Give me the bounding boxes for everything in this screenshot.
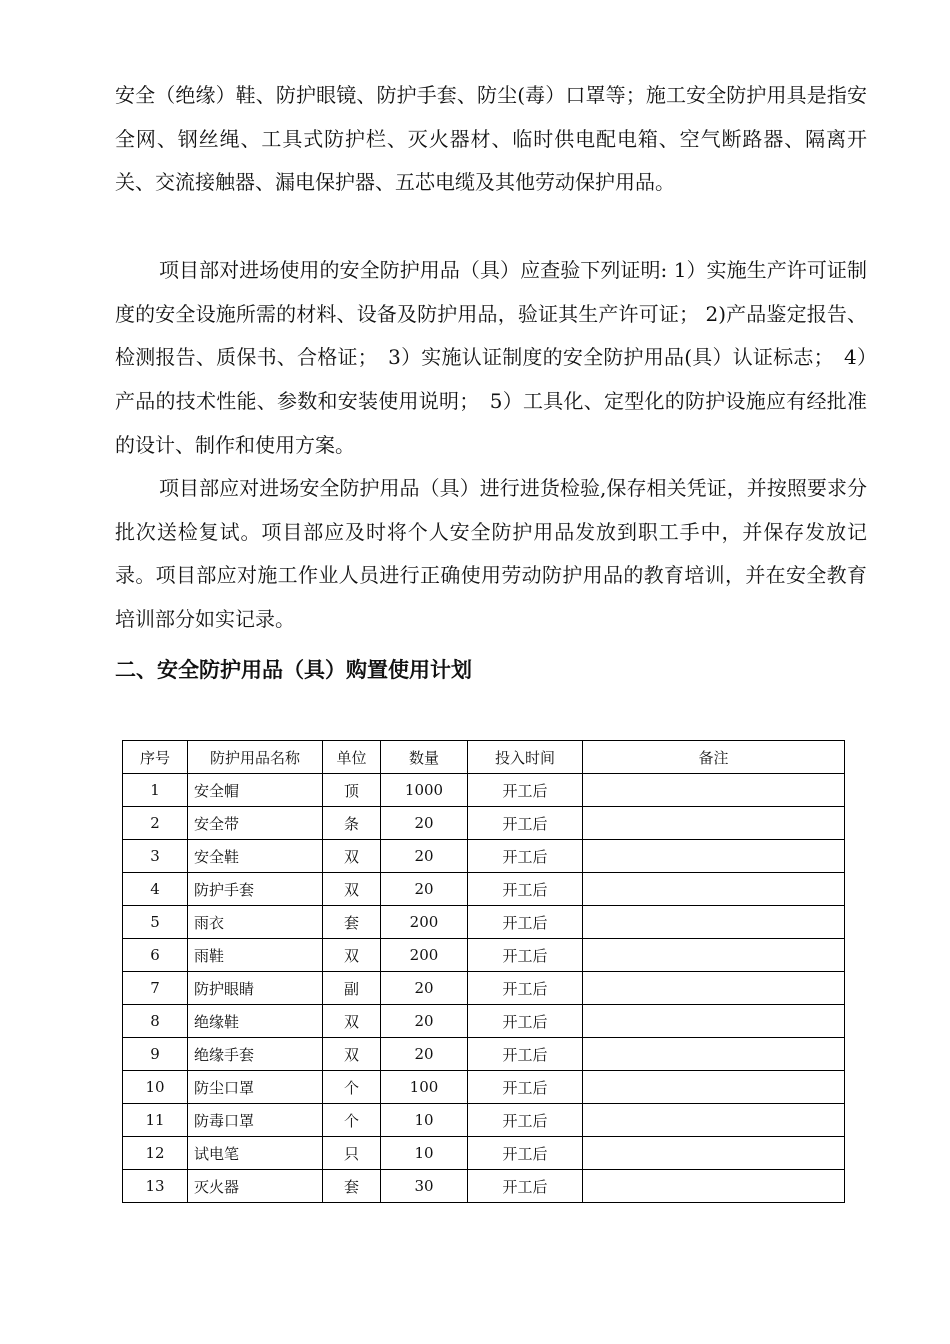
- cell-unit: 双: [323, 840, 381, 873]
- table-row: [123, 873, 845, 906]
- cell-remarks: [583, 906, 845, 939]
- table-header-row: [123, 741, 845, 774]
- cell-item-name: 安全带: [188, 807, 323, 840]
- cell-quantity: 10: [381, 1104, 468, 1137]
- cell-unit: 条: [323, 807, 381, 840]
- cell-quantity: 10: [381, 1137, 468, 1170]
- cell-quantity: 100: [381, 1071, 468, 1104]
- cell-quantity: 20: [381, 807, 468, 840]
- cell-item-name: 试电笔: [188, 1137, 323, 1170]
- cell-unit: 副: [323, 972, 381, 1005]
- cell-index: 13: [123, 1170, 188, 1203]
- cell-quantity: 20: [381, 1005, 468, 1038]
- cell-remarks: [583, 939, 845, 972]
- paragraph-inspection-requirements: 项目部对进场使用的安全防护用品（具）应查验下列证明: 1）实施生产许可证制度的安全设施所需的材料、设备及防护用品，验证其生产许可证； 2)产品鉴定报告、检测报告、质保书、合格证； 3）实施认证制度的安全防护用品(具）认证标志； 4）产品的技术性能、参数和安装使用说明； 5）工具化、定型化的防护设施应有经批准的设计、制作和使用方案。: [115, 258, 867, 457]
- paragraph-incoming-inspection: 项目部应对进场安全防护用品（具）进行进货检验,保存相关凭证，并按照要求分批次送检复试。项目部应及时将个人安全防护用品发放到职工手中，并保存发放记录。项目部应对施工作业人员进行正确使用劳动防护用品的教育培训，并在安全教育培训部分如实记录。: [115, 476, 867, 632]
- cell-index: 1: [123, 774, 188, 807]
- cell-quantity: 1000: [381, 774, 468, 807]
- table-row: [123, 1170, 845, 1203]
- cell-item-name: 雨衣: [188, 906, 323, 939]
- cell-unit: 双: [323, 873, 381, 906]
- cell-remarks: [583, 972, 845, 1005]
- cell-time: 开工后: [468, 1071, 583, 1104]
- header-index: 序号: [123, 741, 188, 774]
- cell-time: 开工后: [468, 1170, 583, 1203]
- cell-index: 11: [123, 1104, 188, 1137]
- cell-quantity: 200: [381, 939, 468, 972]
- cell-remarks: [583, 1104, 845, 1137]
- cell-unit: 套: [323, 1170, 381, 1203]
- cell-time: 开工后: [468, 774, 583, 807]
- cell-time: 开工后: [468, 807, 583, 840]
- cell-unit: 顶: [323, 774, 381, 807]
- cell-item-name: 安全鞋: [188, 840, 323, 873]
- cell-quantity: 20: [381, 972, 468, 1005]
- cell-index: 10: [123, 1071, 188, 1104]
- cell-time: 开工后: [468, 939, 583, 972]
- cell-time: 开工后: [468, 972, 583, 1005]
- cell-time: 开工后: [468, 1137, 583, 1170]
- cell-item-name: 防毒口罩: [188, 1104, 323, 1137]
- cell-item-name: 防护手套: [188, 873, 323, 906]
- table-row: [123, 906, 845, 939]
- paragraph-protective-items: 安全（绝缘）鞋、防护眼镜、防护手套、防尘(毒）口罩等；施工安全防护用具是指安全网、钢丝绳、工具式防护栏、灭火器材、临时供电配电箱、空气断路器、隔离开关、交流接触器、漏电保护器、五芯电缆及其他劳动保护用品。: [115, 83, 867, 195]
- cell-time: 开工后: [468, 1104, 583, 1137]
- cell-time: 开工后: [468, 906, 583, 939]
- cell-index: 3: [123, 840, 188, 873]
- cell-remarks: [583, 1170, 845, 1203]
- cell-item-name: 防护眼睛: [188, 972, 323, 1005]
- cell-time: 开工后: [468, 1005, 583, 1038]
- cell-unit: 双: [323, 1005, 381, 1038]
- cell-remarks: [583, 807, 845, 840]
- table-row: [123, 1005, 845, 1038]
- cell-item-name: 绝缘鞋: [188, 1005, 323, 1038]
- cell-quantity: 200: [381, 906, 468, 939]
- table-row: [123, 972, 845, 1005]
- cell-quantity: 30: [381, 1170, 468, 1203]
- cell-remarks: [583, 1005, 845, 1038]
- table-row: [123, 1038, 845, 1071]
- cell-item-name: 防尘口罩: [188, 1071, 323, 1104]
- table-body: [123, 774, 845, 1203]
- cell-remarks: [583, 1038, 845, 1071]
- cell-item-name: 安全帽: [188, 774, 323, 807]
- header-unit: 单位: [323, 741, 381, 774]
- cell-remarks: [583, 774, 845, 807]
- cell-time: 开工后: [468, 1038, 583, 1071]
- cell-unit: 套: [323, 906, 381, 939]
- cell-quantity: 20: [381, 840, 468, 873]
- cell-unit: 只: [323, 1137, 381, 1170]
- cell-unit: 双: [323, 1038, 381, 1071]
- header-item-name: 防护用品名称: [188, 741, 323, 774]
- header-remarks: 备注: [583, 741, 845, 774]
- cell-index: 7: [123, 972, 188, 1005]
- cell-unit: 双: [323, 939, 381, 972]
- table-row: [123, 840, 845, 873]
- cell-time: 开工后: [468, 840, 583, 873]
- cell-index: 4: [123, 873, 188, 906]
- cell-item-name: 灭火器: [188, 1170, 323, 1203]
- table-row: [123, 1104, 845, 1137]
- header-time: 投入时间: [468, 741, 583, 774]
- cell-quantity: 20: [381, 1038, 468, 1071]
- cell-index: 12: [123, 1137, 188, 1170]
- table-row: [123, 1137, 845, 1170]
- cell-remarks: [583, 840, 845, 873]
- cell-quantity: 20: [381, 873, 468, 906]
- cell-unit: 个: [323, 1104, 381, 1137]
- cell-index: 9: [123, 1038, 188, 1071]
- cell-time: 开工后: [468, 873, 583, 906]
- purchase-plan-table: [122, 740, 845, 1203]
- cell-remarks: [583, 1137, 845, 1170]
- cell-remarks: [583, 1071, 845, 1104]
- table-row: [123, 774, 845, 807]
- cell-index: 8: [123, 1005, 188, 1038]
- table-row: [123, 807, 845, 840]
- cell-remarks: [583, 873, 845, 906]
- table-row: [123, 939, 845, 972]
- cell-item-name: 雨鞋: [188, 939, 323, 972]
- section-heading: 二、安全防护用品（具）购置使用计划: [115, 658, 472, 682]
- cell-index: 6: [123, 939, 188, 972]
- cell-item-name: 绝缘手套: [188, 1038, 323, 1071]
- cell-index: 5: [123, 906, 188, 939]
- table-row: [123, 1071, 845, 1104]
- header-quantity: 数量: [381, 741, 468, 774]
- cell-unit: 个: [323, 1071, 381, 1104]
- cell-index: 2: [123, 807, 188, 840]
